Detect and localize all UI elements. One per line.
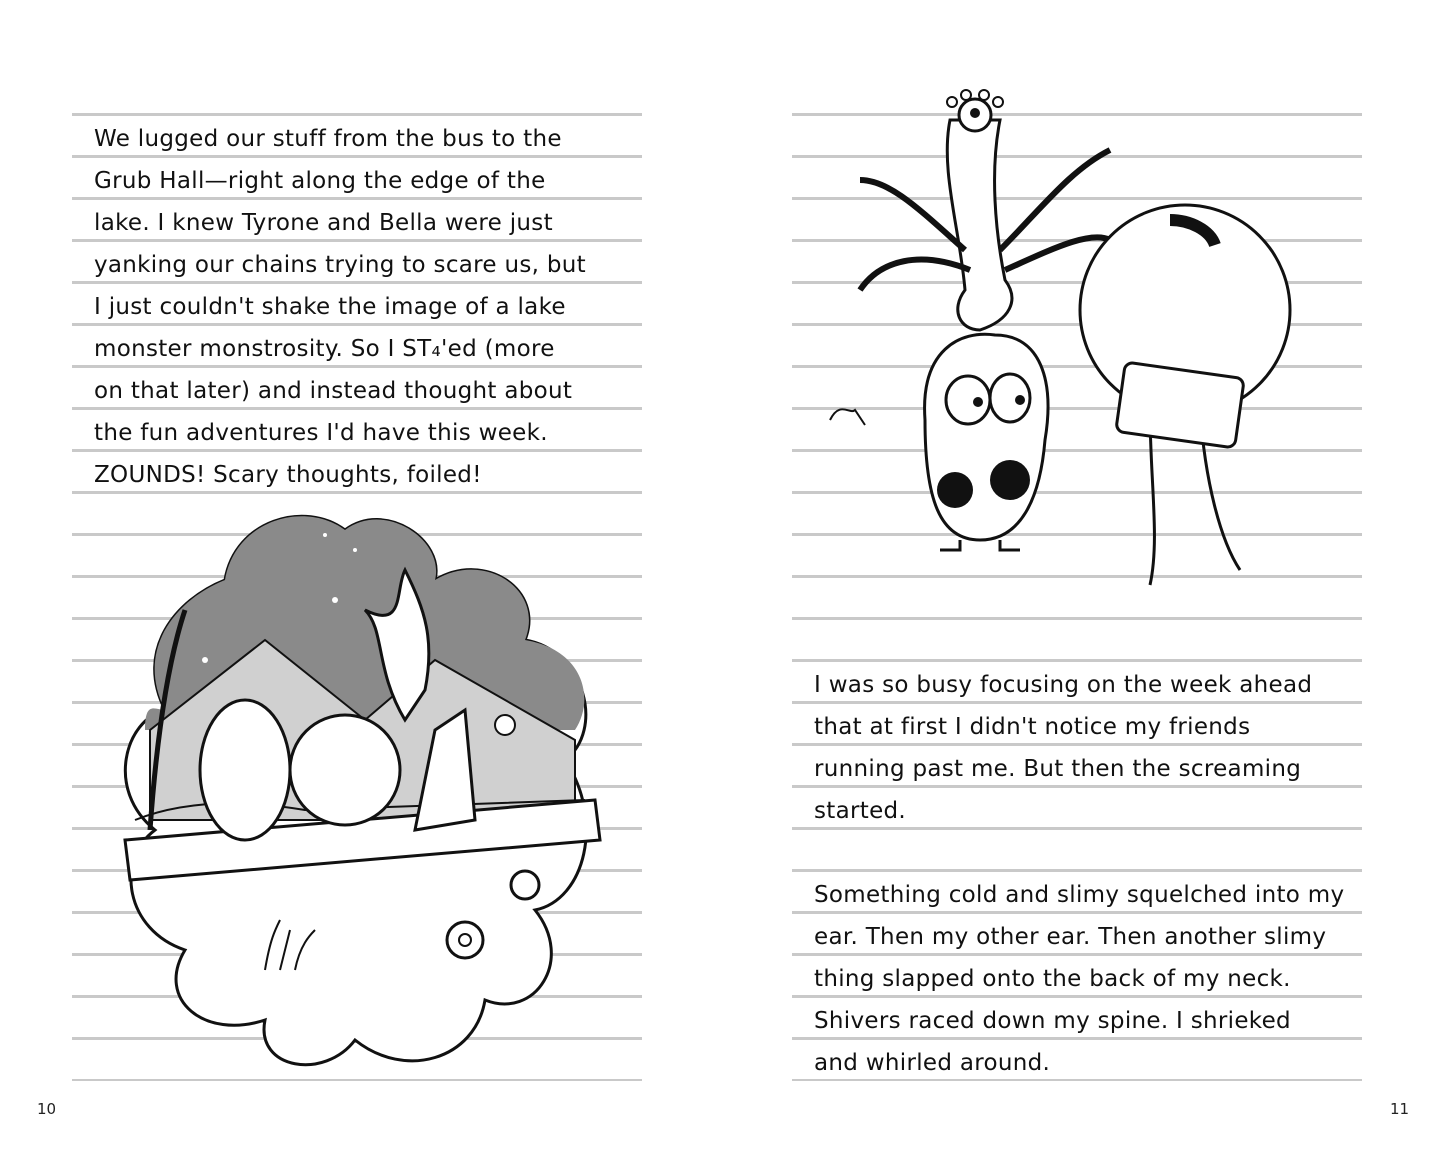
page-number-left: 10 — [37, 1100, 57, 1118]
text-line: Something cold and slimy squelched into my — [814, 882, 1345, 908]
text-line: and whirled around. — [814, 1050, 1051, 1076]
text-line: We lugged our stuff from the bus to the — [94, 126, 562, 152]
text-line: ZOUNDS! Scary thoughts, foiled! — [94, 462, 482, 488]
text-line: on that later) and instead thought about — [94, 378, 573, 404]
text-line: thing slapped onto the back of my neck. — [814, 966, 1291, 992]
text-line: Grub Hall—right along the edge of the — [94, 168, 546, 194]
text-line: the fun adventures I'd have this week. — [94, 420, 548, 446]
text-line: that at first I didn't notice my friends — [814, 714, 1251, 740]
text-line: started. — [814, 798, 907, 824]
text-line: ear. Then my other ear. Then another slimy — [814, 924, 1327, 950]
campfire-dream-illustration — [105, 500, 605, 1075]
monsters-illustration — [820, 80, 1300, 595]
text-line: Shivers raced down my spine. I shrieked — [814, 1008, 1291, 1034]
text-line: monster monstrosity. So I ST₄'ed (more — [94, 336, 555, 362]
text-line: running past me. But then the screaming — [814, 756, 1302, 782]
page-number-right: 11 — [1390, 1100, 1410, 1118]
text-line: lake. I knew Tyrone and Bella were just — [94, 210, 553, 236]
text-line: yanking our chains trying to scare us, but — [94, 252, 586, 278]
text-line: I was so busy focusing on the week ahead — [814, 672, 1313, 698]
text-line: I just couldn't shake the image of a lake — [94, 294, 566, 320]
